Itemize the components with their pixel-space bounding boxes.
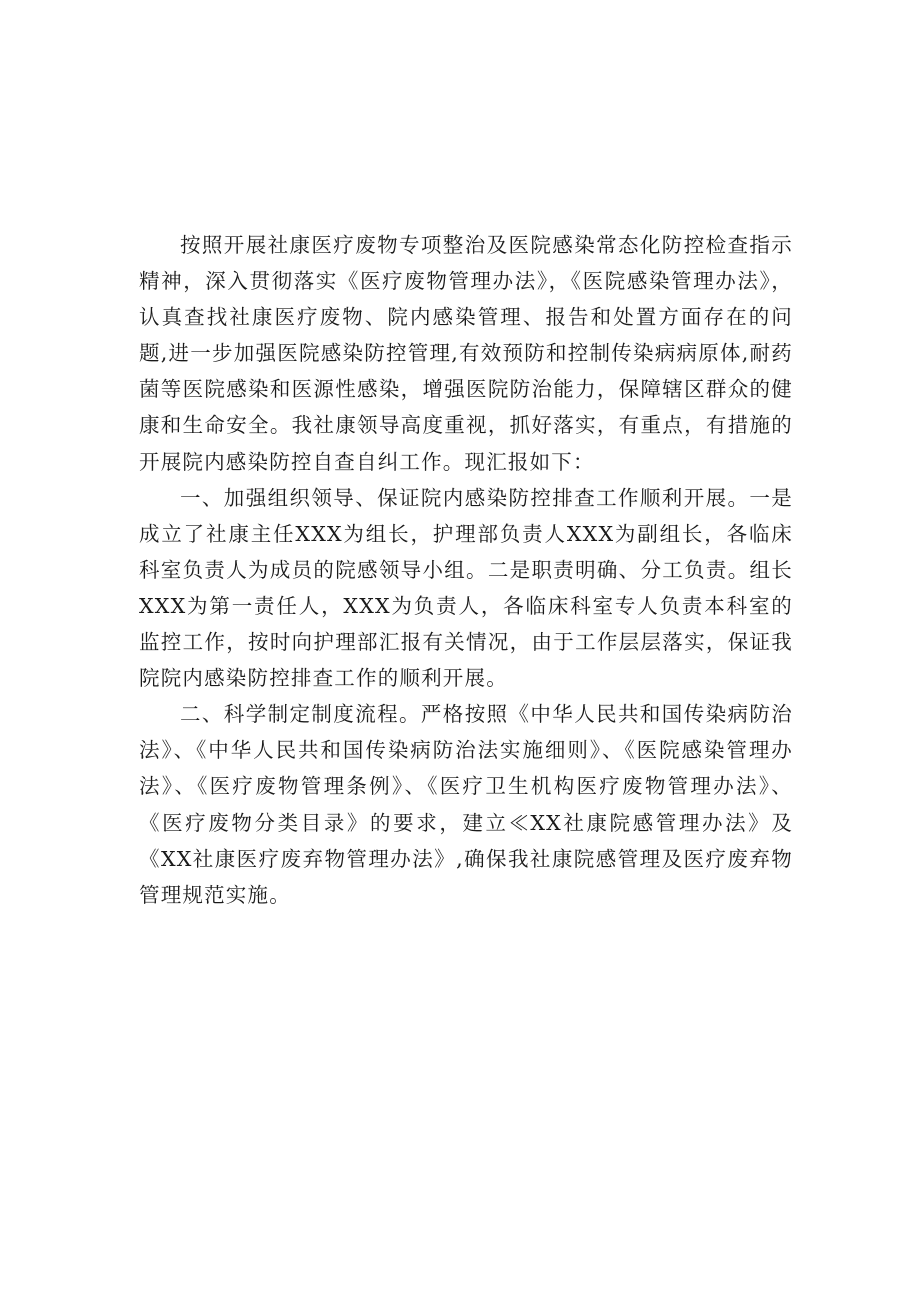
paragraph-section-two: 二、科学制定制度流程。严格按照《中华人民共和国传染病防治法》、《中华人民共和国传染病防治法实施细则》、《医院感染管理办法》、《医疗废物管理条例》、《医疗卫生机构医疗废物管理办法》、《医疗废物分类目录》的要求，建立≪XX社康院感管理办法》及《XX社康医疗废弃物管理办法》,确保我社康院感管理及医疗废弃物管理规范实施。 [139,702,793,907]
paragraph-intro: 按照开展社康医疗废物专项整治及医院感染常态化防控检查指示精神，深入贯彻落实《医疗废物管理办法》，《医院感染管理办法》，认真查找社康医疗废物、院内感染管理、报告和处置方面存在的问题,进一步加强医院感染防控管理,有效预防和控制传染病病原体,耐药菌等医院感染和医源性感染，增强医院防治能力，保障辖区群众的健康和生命安全。我社康领导高度重视，抓好落实，有重点，有措施的开展院内感染防控自查自纠工作。现汇报如下： [139,233,793,474]
paragraph-section-one: 一、加强组织领导、保证院内感染防控排查工作顺利开展。一是成立了社康主任XXX为组长，护理部负责人XXX为副组长，各临床科室负责人为成员的院感领导小组。二是职责明确、分工负责。组长XXX为第一责任人，XXX为负责人，各临床科室专人负责本科室的监控工作，按时向护理部汇报有关情况，由于工作层层落实，保证我院院内感染防控排查工作的顺利开展。 [139,485,793,691]
document-body [139,227,793,913]
